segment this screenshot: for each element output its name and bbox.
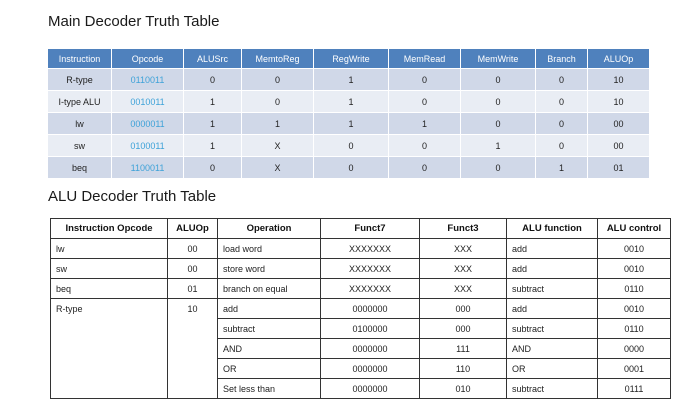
table-cell: 0000	[598, 339, 671, 359]
table-cell: 0	[314, 156, 389, 178]
table-cell: XXX	[420, 239, 507, 259]
table-cell: 1	[184, 134, 242, 156]
table-row	[48, 134, 649, 156]
table-row	[48, 90, 649, 112]
table-cell: 0	[536, 134, 588, 156]
table-cell: OR	[218, 359, 321, 379]
table-cell	[168, 359, 218, 379]
table-row	[51, 279, 671, 299]
header-cell: ALU control	[598, 219, 671, 239]
table-cell: 0	[536, 68, 588, 90]
table-cell: R-type	[51, 299, 168, 319]
table-cell: 10	[168, 299, 218, 319]
table-cell: 10	[588, 68, 649, 90]
table-cell: 10	[588, 90, 649, 112]
alu-header-row	[51, 219, 671, 239]
table-row	[48, 68, 649, 90]
table-cell: 0	[461, 68, 536, 90]
table-cell: X	[242, 134, 314, 156]
table-cell: XXXXXXX	[321, 239, 420, 259]
table-cell: 0100000	[321, 319, 420, 339]
table-cell: subtract	[507, 319, 598, 339]
table-cell: 1	[389, 112, 461, 134]
table-cell: XXX	[420, 279, 507, 299]
table-row	[51, 299, 671, 319]
table-cell	[168, 379, 218, 399]
table-cell: 0001	[598, 359, 671, 379]
header-cell: Funct3	[420, 219, 507, 239]
table-cell: 0010	[598, 259, 671, 279]
header-cell: MemWrite	[461, 49, 536, 68]
table-cell	[168, 319, 218, 339]
header-cell: ALUOp	[588, 49, 649, 68]
table-row	[51, 259, 671, 279]
table-cell: 1	[536, 156, 588, 178]
header-cell: Instruction Opcode	[51, 219, 168, 239]
table-cell: 0	[389, 156, 461, 178]
header-cell: MemRead	[389, 49, 461, 68]
header-cell: RegWrite	[314, 49, 389, 68]
table-cell: OR	[507, 359, 598, 379]
table-cell: 0	[461, 112, 536, 134]
table-cell: 1	[314, 112, 389, 134]
alu-decoder-title: ALU Decoder Truth Table	[48, 188, 217, 205]
table-cell: lw	[48, 112, 112, 134]
table-cell: 0010	[598, 239, 671, 259]
table-cell: 0110	[598, 319, 671, 339]
table-row	[51, 359, 671, 379]
table-cell: 0	[389, 90, 461, 112]
header-cell: ALUSrc	[184, 49, 242, 68]
table-cell: 000	[420, 319, 507, 339]
opcode-cell: 0110011	[112, 68, 184, 90]
header-cell: Operation	[218, 219, 321, 239]
table-cell	[51, 339, 168, 359]
table-row	[48, 156, 649, 178]
table-row	[51, 319, 671, 339]
main-decoder-title: Main Decoder Truth Table	[48, 13, 220, 30]
table-cell: 01	[588, 156, 649, 178]
table-cell: 0	[314, 134, 389, 156]
table-cell: XXX	[420, 259, 507, 279]
table-cell: 00	[168, 239, 218, 259]
table-cell: I-type ALU	[48, 90, 112, 112]
table-cell: 0010	[598, 299, 671, 319]
main-decoder-table	[48, 49, 649, 178]
header-cell: MemtoReg	[242, 49, 314, 68]
header-cell: Branch	[536, 49, 588, 68]
table-cell: 0	[184, 156, 242, 178]
table-cell: beq	[48, 156, 112, 178]
table-cell: add	[507, 299, 598, 319]
table-cell: lw	[51, 239, 168, 259]
table-cell: sw	[48, 134, 112, 156]
table-cell: AND	[507, 339, 598, 359]
table-cell: 00	[588, 112, 649, 134]
table-cell: beq	[51, 279, 168, 299]
table-cell: add	[507, 239, 598, 259]
table-cell: 010	[420, 379, 507, 399]
table-cell: 0	[184, 68, 242, 90]
table-cell: add	[507, 259, 598, 279]
table-cell: 0000000	[321, 339, 420, 359]
table-cell: 0	[536, 90, 588, 112]
table-cell	[51, 359, 168, 379]
table-cell: 1	[242, 112, 314, 134]
table-cell: 1	[314, 68, 389, 90]
table-cell: store word	[218, 259, 321, 279]
table-cell: 110	[420, 359, 507, 379]
table-cell: XXXXXXX	[321, 279, 420, 299]
table-cell: R-type	[48, 68, 112, 90]
table-cell: subtract	[507, 379, 598, 399]
table-row	[51, 339, 671, 359]
table-cell: 01	[168, 279, 218, 299]
table-cell: 00	[588, 134, 649, 156]
table-cell: 00	[168, 259, 218, 279]
opcode-cell: 1100011	[112, 156, 184, 178]
table-row	[51, 239, 671, 259]
opcode-cell: 0100011	[112, 134, 184, 156]
table-cell: branch on equal	[218, 279, 321, 299]
table-cell: 1	[184, 90, 242, 112]
table-cell: 0	[389, 134, 461, 156]
main-header-row	[48, 49, 649, 68]
opcode-cell: 0000011	[112, 112, 184, 134]
table-cell: 0110	[598, 279, 671, 299]
table-cell: 0000000	[321, 379, 420, 399]
table-row	[51, 379, 671, 399]
table-cell: X	[242, 156, 314, 178]
table-cell: 0	[461, 156, 536, 178]
opcode-cell: 0010011	[112, 90, 184, 112]
table-cell	[51, 379, 168, 399]
table-cell: 0	[536, 112, 588, 134]
table-cell: 0000000	[321, 359, 420, 379]
table-cell: 0111	[598, 379, 671, 399]
table-cell: load word	[218, 239, 321, 259]
table-cell: 0	[242, 90, 314, 112]
table-cell: subtract	[218, 319, 321, 339]
table-cell	[168, 339, 218, 359]
table-cell: 1	[461, 134, 536, 156]
header-cell: Instruction	[48, 49, 112, 68]
table-cell: 1	[184, 112, 242, 134]
table-cell: AND	[218, 339, 321, 359]
table-cell: subtract	[507, 279, 598, 299]
header-cell: Funct7	[321, 219, 420, 239]
table-cell: 0	[242, 68, 314, 90]
table-cell: add	[218, 299, 321, 319]
table-cell: 0000000	[321, 299, 420, 319]
table-cell: 111	[420, 339, 507, 359]
table-cell: 000	[420, 299, 507, 319]
table-cell: 1	[314, 90, 389, 112]
table-cell: 0	[389, 68, 461, 90]
header-cell: ALUOp	[168, 219, 218, 239]
alu-decoder-table	[50, 218, 671, 399]
table-cell: Set less than	[218, 379, 321, 399]
table-row	[48, 112, 649, 134]
table-cell: 0	[461, 90, 536, 112]
table-cell: XXXXXXX	[321, 259, 420, 279]
table-cell	[51, 319, 168, 339]
header-cell: Opcode	[112, 49, 184, 68]
table-cell: sw	[51, 259, 168, 279]
header-cell: ALU function	[507, 219, 598, 239]
